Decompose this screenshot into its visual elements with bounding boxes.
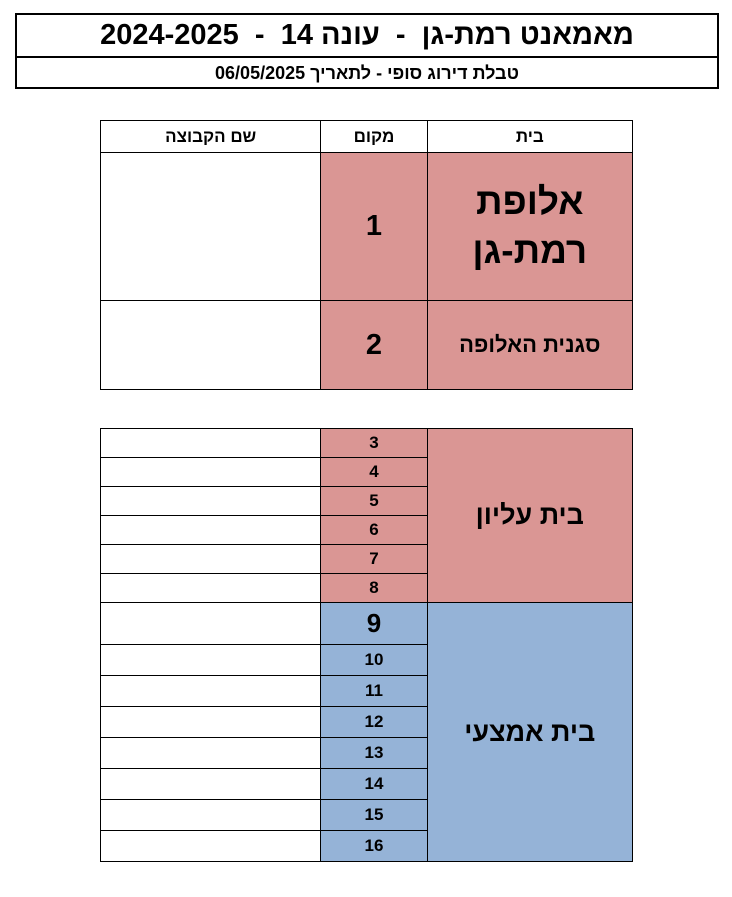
place-cell: 11 <box>321 676 427 707</box>
table-row <box>101 301 633 390</box>
table-row <box>101 429 633 458</box>
team-name-cell[interactable] <box>101 545 321 574</box>
team-name-cell[interactable] <box>101 301 321 390</box>
place-cell: 4 <box>321 458 427 487</box>
place-cell: 10 <box>321 645 427 676</box>
place-cell: 5 <box>321 487 427 516</box>
place-cell: 8 <box>321 574 427 603</box>
place-cell: 12 <box>321 707 427 738</box>
page-subtitle: טבלת דירוג סופי - לתאריך 06/05/2025 <box>215 63 519 83</box>
column-header-place: מקום <box>321 121 427 153</box>
team-name-cell[interactable] <box>101 707 321 738</box>
team-name-cell[interactable] <box>101 645 321 676</box>
team-name-cell[interactable] <box>101 800 321 831</box>
column-header-house: בית <box>427 121 632 153</box>
house-champion-line2: רמת-גן <box>472 229 588 271</box>
page-header <box>15 13 719 89</box>
table-row <box>101 153 633 301</box>
upper-house-label: בית עליון <box>427 429 632 603</box>
team-name-cell[interactable] <box>101 487 321 516</box>
team-name-cell[interactable] <box>101 831 321 862</box>
place-cell: 3 <box>321 429 427 458</box>
champions-table <box>100 120 633 390</box>
house-runnerup-cell: סגנית האלופה <box>427 301 632 390</box>
column-header-team: שם הקבוצה <box>101 121 321 153</box>
place-cell: 6 <box>321 516 427 545</box>
team-name-cell[interactable] <box>101 769 321 800</box>
team-name-cell[interactable] <box>101 458 321 487</box>
place-cell: 16 <box>321 831 427 862</box>
place-cell: 15 <box>321 800 427 831</box>
house-champion-line1: אלופת <box>476 181 584 223</box>
houses-table <box>100 428 633 862</box>
team-name-cell[interactable] <box>101 153 321 301</box>
team-name-cell[interactable] <box>101 738 321 769</box>
table-header-row <box>101 121 633 153</box>
place-cell: 7 <box>321 545 427 574</box>
table-row <box>101 603 633 645</box>
middle-house-label: בית אמצעי <box>427 603 632 862</box>
team-name-cell[interactable] <box>101 516 321 545</box>
team-name-cell[interactable] <box>101 676 321 707</box>
place-cell: 2 <box>321 301 427 390</box>
place-cell: 9 <box>321 603 427 645</box>
team-name-cell[interactable] <box>101 574 321 603</box>
place-cell: 13 <box>321 738 427 769</box>
place-cell: 14 <box>321 769 427 800</box>
team-name-cell[interactable] <box>101 429 321 458</box>
place-cell: 1 <box>321 153 427 301</box>
house-champion-cell <box>427 153 632 301</box>
team-name-cell[interactable] <box>101 603 321 645</box>
page-title: מאמאנט רמת-גן - עונה 14 - 2024-2025 <box>17 15 717 58</box>
